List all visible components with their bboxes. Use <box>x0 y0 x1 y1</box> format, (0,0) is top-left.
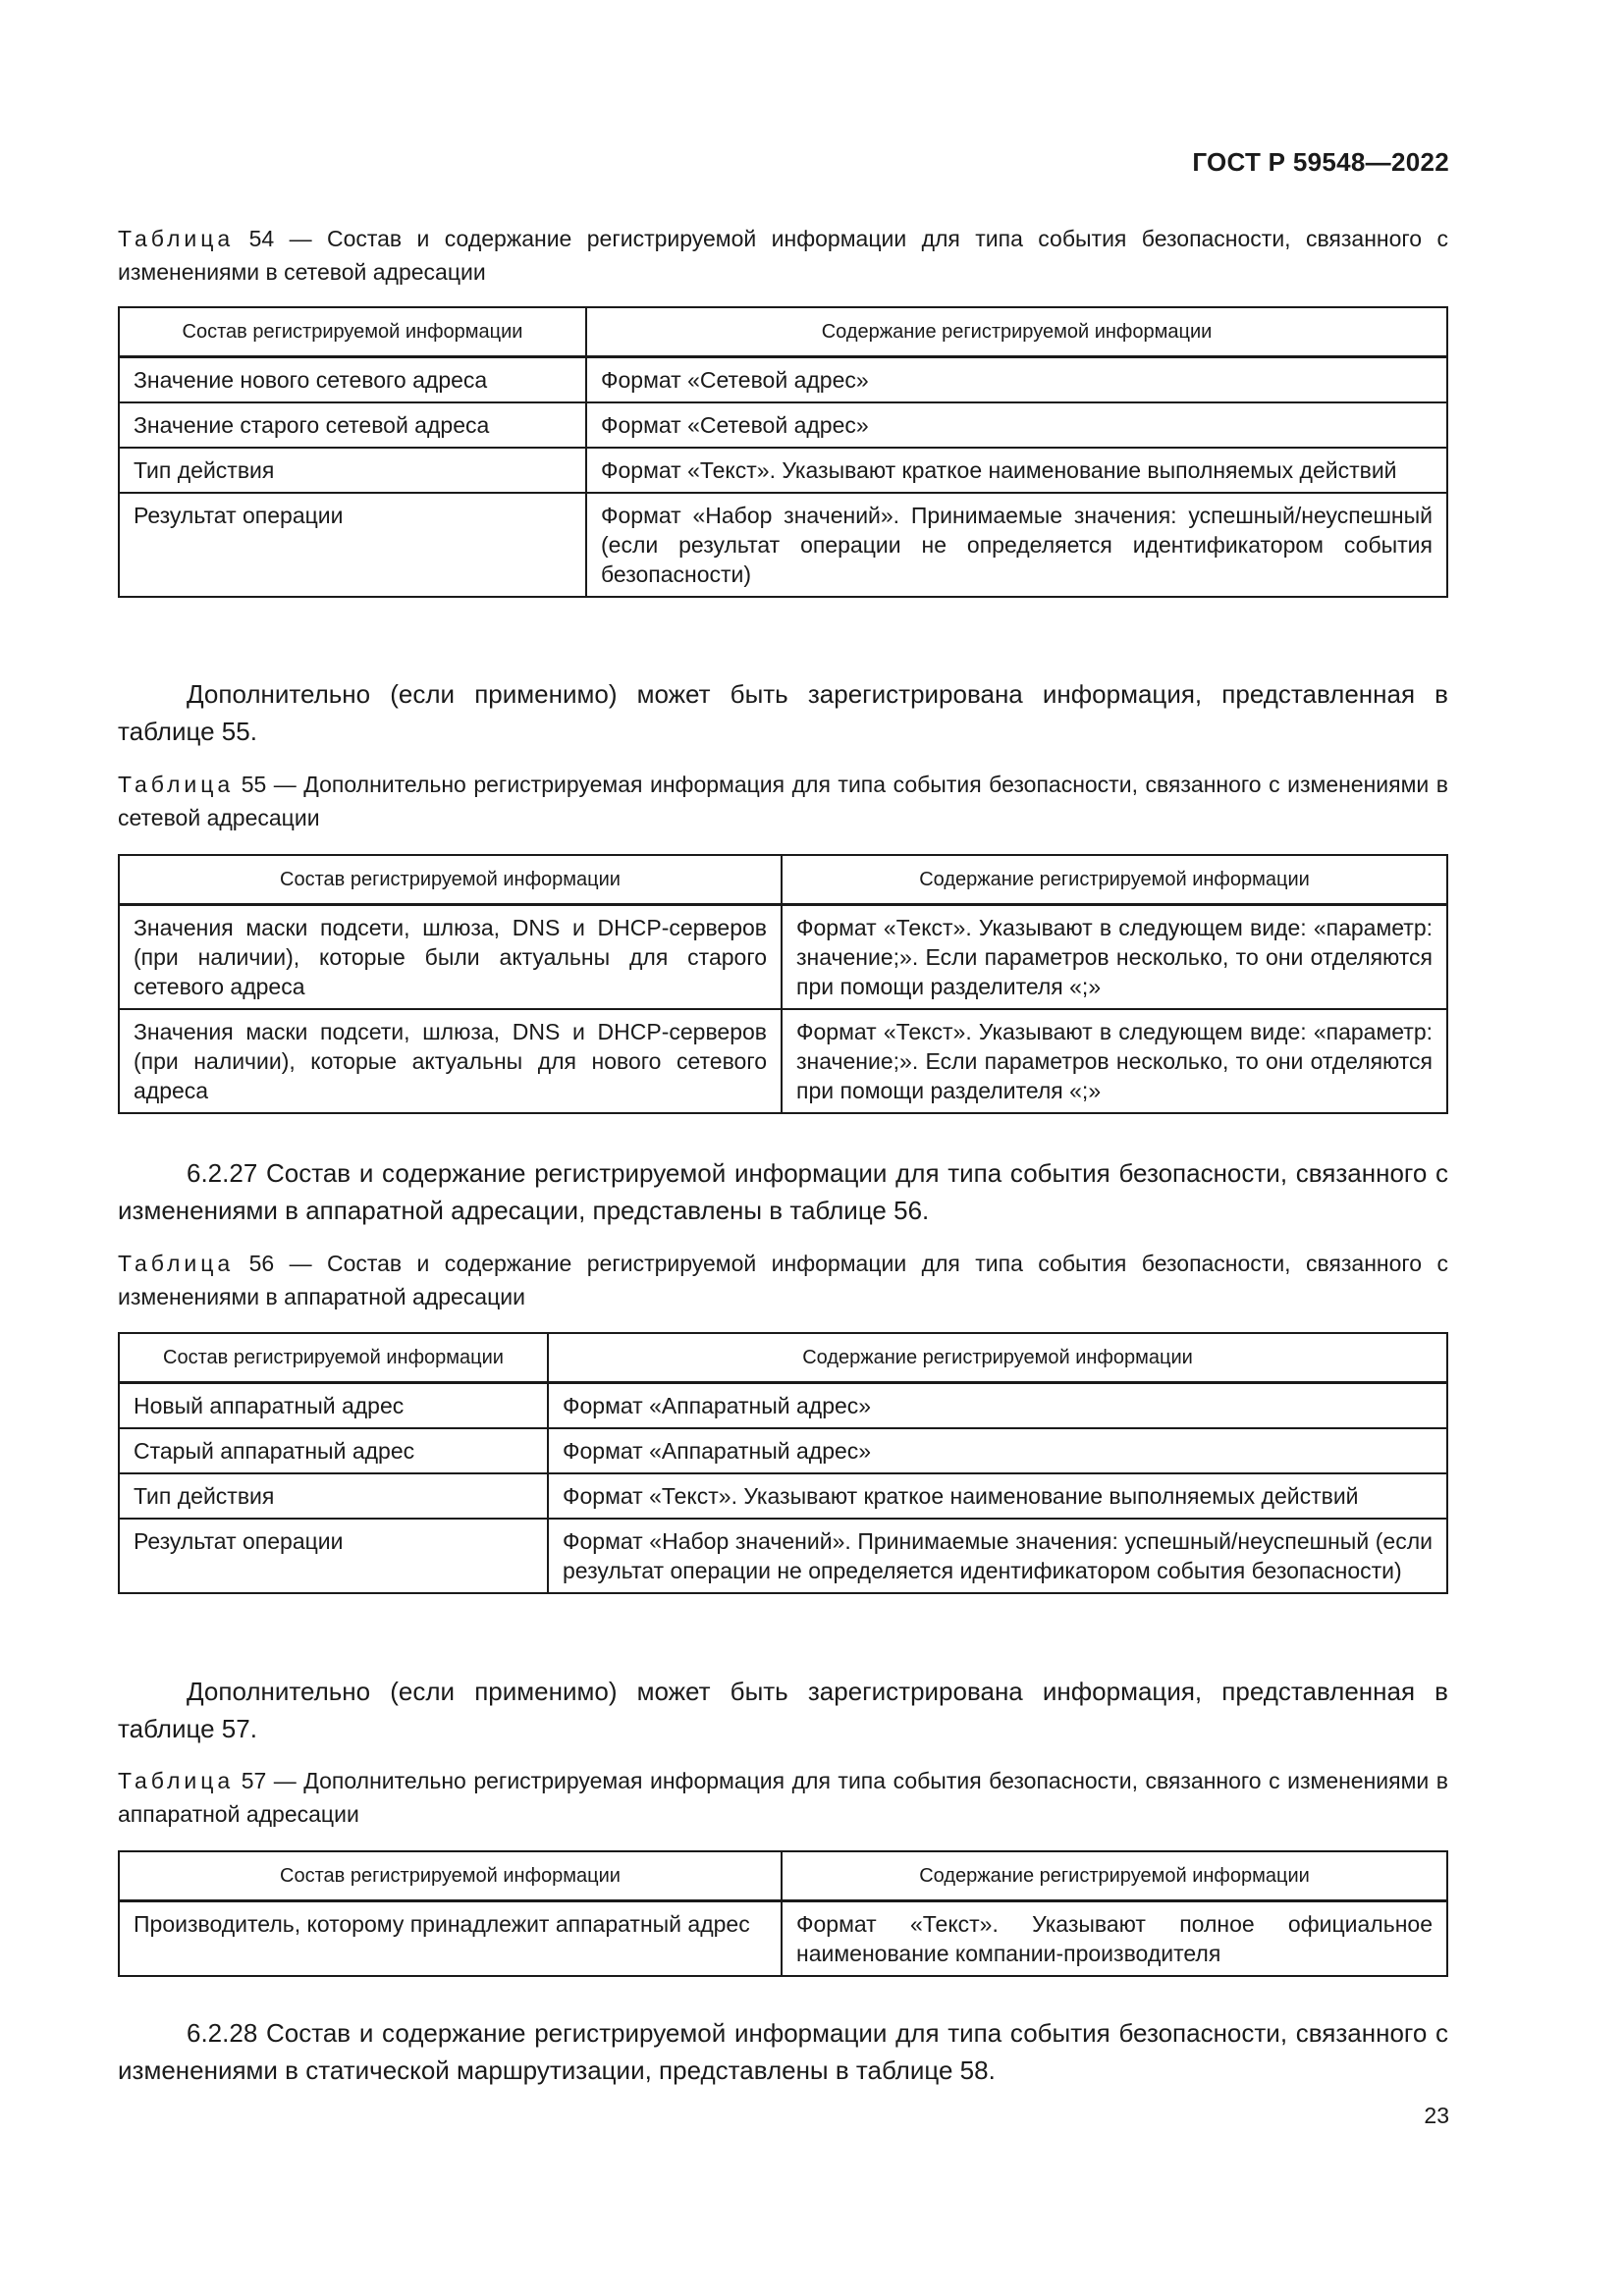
table-cell: Производитель, которому принадлежит аппаратный адрес <box>119 1901 782 1977</box>
table-cell: Формат «Текст». Указывают полное официальное наименование компании-производителя <box>782 1901 1447 1977</box>
table-header-row <box>119 307 1447 357</box>
table-caption-label: Таблица <box>118 1251 235 1276</box>
table-cell: Значение нового сетевого адреса <box>119 357 586 403</box>
table-54-caption <box>118 222 1448 289</box>
table-caption-label: Таблица <box>118 772 235 797</box>
table-57 <box>118 1850 1448 1977</box>
table-cell: Формат «Аппаратный адрес» <box>548 1383 1447 1429</box>
paragraph <box>118 2014 1448 2089</box>
table-caption-text: 54 — Состав и содержание регистрируемой информации для типа события безопасности, связанного с изменениями в сетевой адресации <box>118 226 1448 285</box>
column-header: Состав регистрируемой информации <box>119 1333 548 1383</box>
table-caption-text: 55 — Дополнительно регистрируемая информация для типа события безопасности, связанного с изменениями в сетевой адресации <box>118 772 1448 830</box>
paragraph-text: 6.2.27 Состав и содержание регистрируемой информации для типа события безопасности, связанного с изменениями в аппаратной адресации, представлены в таблице 56. <box>118 1158 1448 1225</box>
table-cell: Формат «Текст». Указывают краткое наименование выполняемых действий <box>548 1473 1447 1519</box>
table-cell: Формат «Набор значений». Принимаемые значения: успешный/неуспешный (если результат операции не определяется идентификатором события безопасности) <box>548 1519 1447 1593</box>
column-header: Содержание регистрируемой информации <box>586 307 1447 357</box>
table-row <box>119 402 1447 448</box>
table-56 <box>118 1332 1448 1594</box>
table-57-caption <box>118 1764 1448 1831</box>
column-header: Состав регистрируемой информации <box>119 1851 782 1901</box>
paragraph-text: Дополнительно (если применимо) может быть зарегистрирована информация, представленная в таблице 57. <box>118 1677 1448 1743</box>
table-row <box>119 1473 1447 1519</box>
table-row <box>119 1009 1447 1113</box>
table-cell: Формат «Текст». Указывают краткое наименование выполняемых действий <box>586 448 1447 493</box>
table-cell: Старый аппаратный адрес <box>119 1428 548 1473</box>
paragraph <box>118 1673 1448 1747</box>
table-56-caption <box>118 1247 1448 1313</box>
table-55-caption <box>118 768 1448 834</box>
table-cell: Новый аппаратный адрес <box>119 1383 548 1429</box>
table-row <box>119 448 1447 493</box>
table-cell: Формат «Набор значений». Принимаемые значения: успешный/неуспешный (если результат операции не определяется идентификатором события безопасности) <box>586 493 1447 597</box>
table-row <box>119 1383 1447 1429</box>
paragraph <box>118 1154 1448 1229</box>
table-caption-text: 56 — Состав и содержание регистрируемой информации для типа события безопасности, связанного с изменениями в аппаратной адресации <box>118 1251 1448 1309</box>
table-row <box>119 1428 1447 1473</box>
table-cell: Формат «Текст». Указывают в следующем виде: «параметр: значение;». Если параметров несколько, то они отделяются при помощи разделителя «;» <box>782 905 1447 1010</box>
table-header-row <box>119 855 1447 905</box>
standard-header: ГОСТ Р 59548—2022 <box>1192 147 1449 177</box>
table-cell: Результат операции <box>119 1519 548 1593</box>
paragraph-text: 6.2.28 Состав и содержание регистрируемой информации для типа события безопасности, связанного с изменениями в статической маршрутизации, представлены в таблице 58. <box>118 2018 1448 2085</box>
table-header-row <box>119 1333 1447 1383</box>
table-caption-label: Таблица <box>118 226 235 251</box>
table-cell: Тип действия <box>119 1473 548 1519</box>
table-row <box>119 1901 1447 1977</box>
column-header: Содержание регистрируемой информации <box>782 855 1447 905</box>
column-header: Состав регистрируемой информации <box>119 307 586 357</box>
table-caption-text: 57 — Дополнительно регистрируемая информация для типа события безопасности, связанного с изменениями в аппаратной адресации <box>118 1768 1448 1827</box>
table-caption-label: Таблица <box>118 1768 235 1793</box>
table-cell: Формат «Текст». Указывают в следующем виде: «параметр: значение;». Если параметров несколько, то они отделяются при помощи разделителя «;» <box>782 1009 1447 1113</box>
table-cell: Результат операции <box>119 493 586 597</box>
table-cell: Формат «Сетевой адрес» <box>586 402 1447 448</box>
table-cell: Формат «Аппаратный адрес» <box>548 1428 1447 1473</box>
table-cell: Значения маски подсети, шлюза, DNS и DHCP-серверов (при наличии), которые были актуальны для старого сетевого адреса <box>119 905 782 1010</box>
table-row <box>119 905 1447 1010</box>
column-header: Содержание регистрируемой информации <box>782 1851 1447 1901</box>
table-cell: Тип действия <box>119 448 586 493</box>
paragraph <box>118 675 1448 750</box>
table-cell: Значения маски подсети, шлюза, DNS и DHCP-серверов (при наличии), которые актуальны для нового сетевого адреса <box>119 1009 782 1113</box>
table-55 <box>118 854 1448 1114</box>
table-cell: Значение старого сетевой адреса <box>119 402 586 448</box>
table-cell: Формат «Сетевой адрес» <box>586 357 1447 403</box>
table-header-row <box>119 1851 1447 1901</box>
column-header: Содержание регистрируемой информации <box>548 1333 1447 1383</box>
table-row <box>119 1519 1447 1593</box>
paragraph-text: Дополнительно (если применимо) может быть зарегистрирована информация, представленная в таблице 55. <box>118 679 1448 746</box>
table-54 <box>118 306 1448 598</box>
column-header: Состав регистрируемой информации <box>119 855 782 905</box>
table-row <box>119 357 1447 403</box>
page-number: 23 <box>1424 2103 1449 2128</box>
table-row <box>119 493 1447 597</box>
